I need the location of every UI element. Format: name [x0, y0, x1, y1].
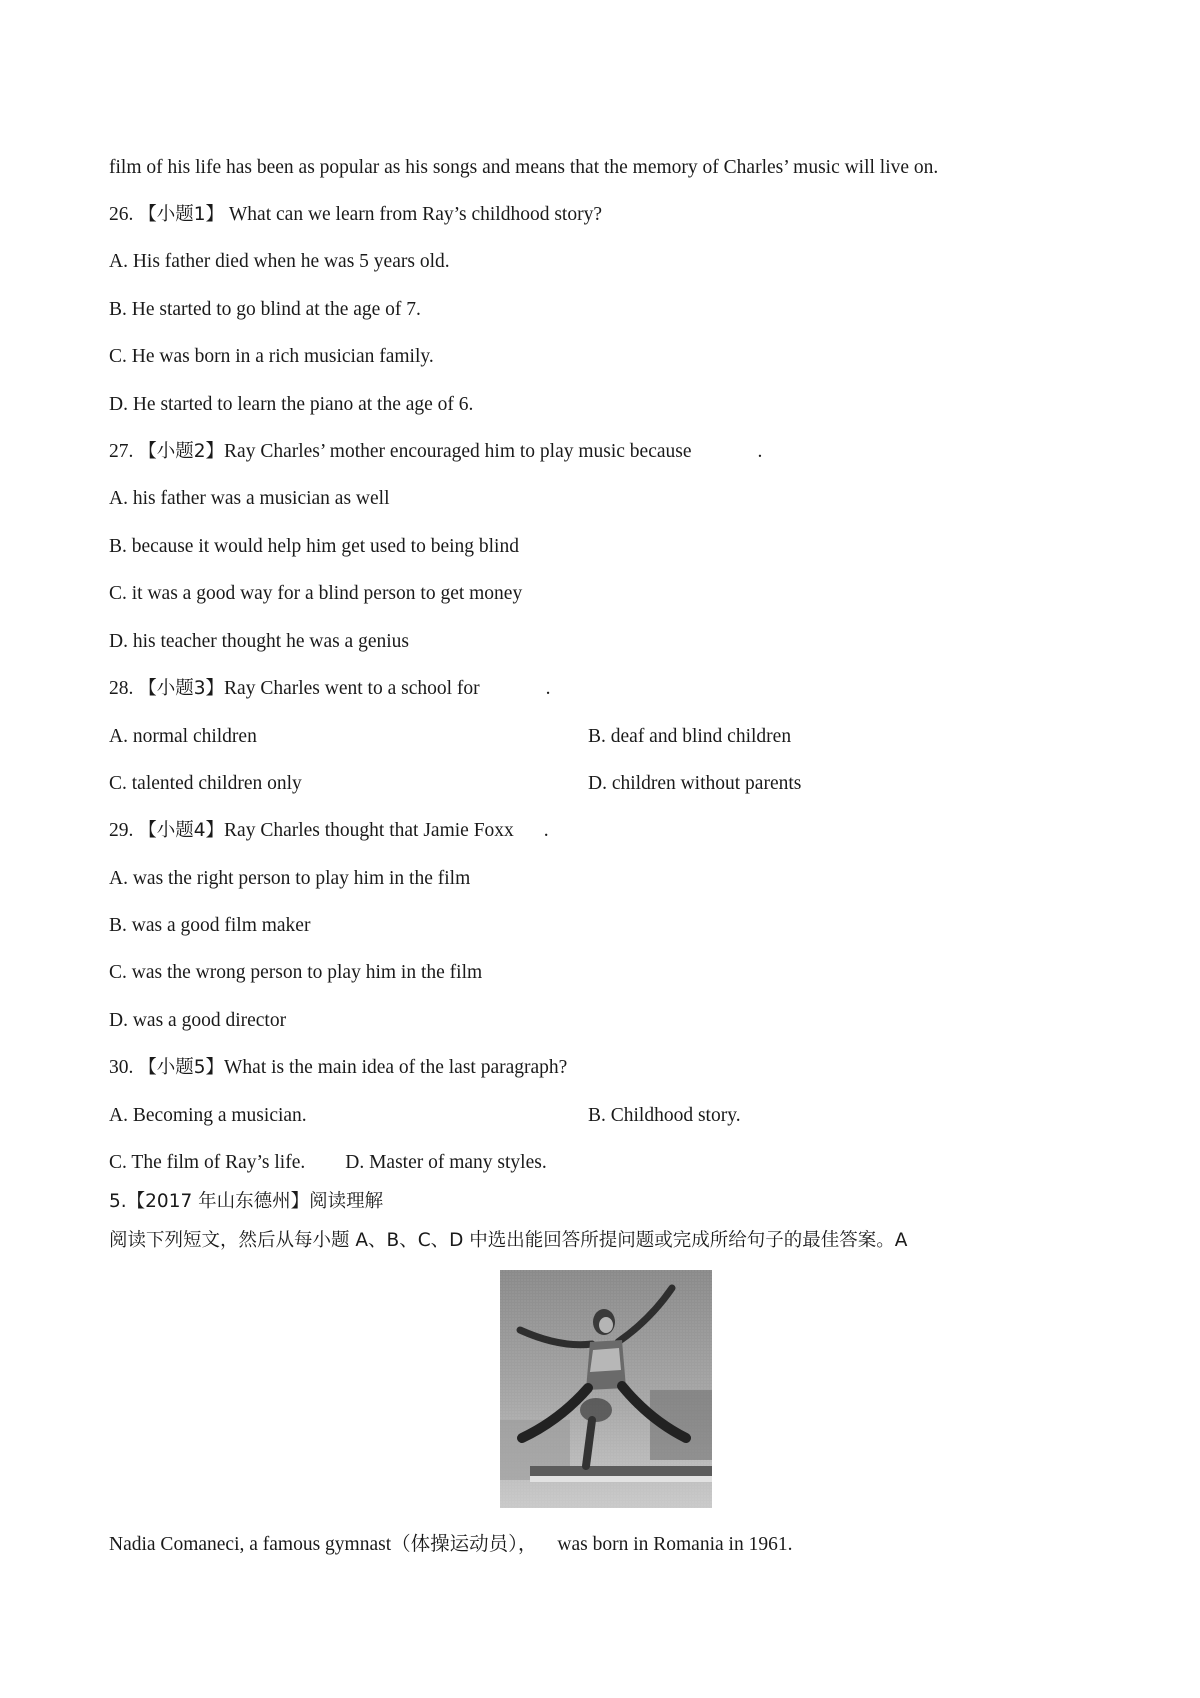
- question-stem: Ray Charles’ mother encouraged him to play music because: [224, 441, 692, 462]
- question-end: .: [545, 678, 551, 699]
- question-tag: 【小题3】: [138, 678, 225, 699]
- passage-start-part1: Nadia Comaneci, a famous gymnast（体操运动员），: [109, 1534, 538, 1555]
- gymnast-photo: [500, 1270, 712, 1508]
- option-d: D. Master of many styles.: [345, 1152, 547, 1173]
- option-b: B. Childhood story.: [588, 1105, 741, 1126]
- option-b: B. was a good film maker: [109, 915, 311, 936]
- question-29: [109, 818, 549, 844]
- passage-end-text: film of his life has been as popular as his songs and means that the memory of Charles’ music will live on.: [109, 157, 939, 178]
- option-c-and-d: [109, 1150, 547, 1176]
- option-a: A. His father died when he was 5 years old.: [109, 251, 450, 272]
- question-stem: What is the main idea of the last paragraph?: [224, 1057, 568, 1078]
- option-d: D. He started to learn the piano at the age of 6.: [109, 394, 474, 415]
- question-30: [109, 1055, 567, 1081]
- question-tag: 【小题2】: [138, 441, 225, 462]
- question-stem: What can we learn from Ray’s childhood story?: [228, 204, 602, 225]
- question-tag: 【小题4】: [138, 820, 225, 841]
- option-b: B. because it would help him get used to being blind: [109, 536, 519, 557]
- option-c: C. The film of Ray’s life.: [109, 1152, 306, 1173]
- question-number: 26.: [109, 204, 134, 225]
- option-a: A. normal children: [109, 726, 257, 747]
- question-28: [109, 676, 551, 702]
- option-a: A. his father was a musician as well: [109, 488, 390, 509]
- question-end: .: [757, 441, 763, 462]
- option-b: B. deaf and blind children: [588, 726, 792, 747]
- option-d: D. children without parents: [588, 773, 802, 794]
- question-stem: Ray Charles thought that Jamie Foxx: [224, 820, 514, 841]
- question-27: [109, 439, 762, 465]
- option-c: C. was the wrong person to play him in the film: [109, 962, 483, 983]
- question-number: 30.: [109, 1057, 134, 1078]
- question-stem: Ray Charles went to a school for: [224, 678, 480, 699]
- option-c: C. it was a good way for a blind person to get money: [109, 583, 523, 604]
- question-end: .: [543, 820, 549, 841]
- option-c: C. talented children only: [109, 773, 302, 794]
- section-heading: 5.【2017 年山东德州】阅读理解: [109, 1191, 384, 1212]
- question-26: [109, 202, 602, 228]
- option-d: D. his teacher thought he was a genius: [109, 631, 410, 652]
- option-b: B. He started to go blind at the age of 7.: [109, 299, 421, 320]
- option-a: A. was the right person to play him in the film: [109, 868, 471, 889]
- option-d: D. was a good director: [109, 1010, 287, 1031]
- section-instruction: 阅读下列短文，然后从每小题 A、B、C、D 中选出能回答所提问题或完成所给句子的最佳答案。A: [109, 1230, 908, 1251]
- question-number: 29.: [109, 820, 134, 841]
- passage-start-part2: was born in Romania in 1961.: [557, 1534, 793, 1555]
- passage-start: [109, 1532, 792, 1558]
- question-number: 28.: [109, 678, 134, 699]
- option-a: A. Becoming a musician.: [109, 1105, 307, 1126]
- question-number: 27.: [109, 441, 134, 462]
- option-c: C. He was born in a rich musician family.: [109, 346, 434, 367]
- question-tag: 【小题1】: [138, 204, 225, 225]
- question-tag: 【小题5】: [138, 1057, 225, 1078]
